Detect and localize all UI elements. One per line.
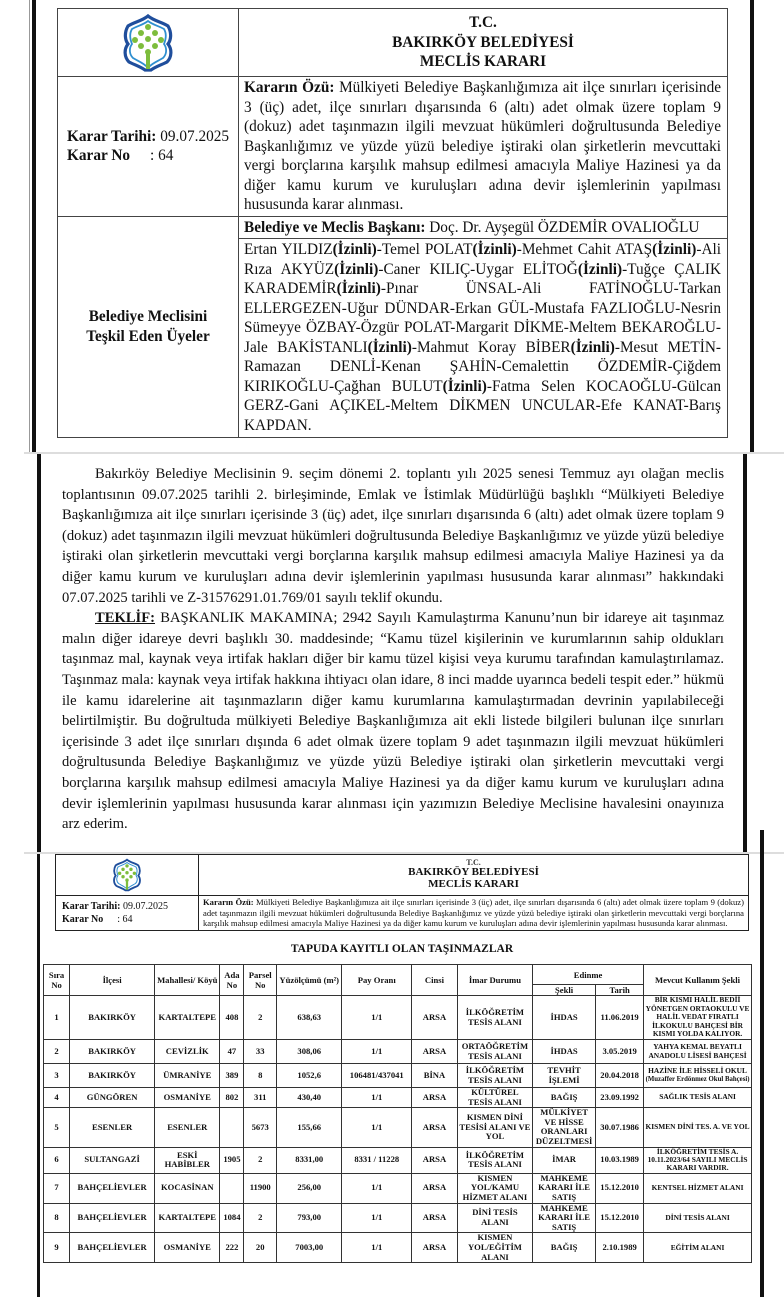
cell-sekli: BAĞIŞ [533, 1233, 596, 1263]
cell-pay: 1/1 [342, 996, 412, 1040]
member-name: Mehmet Cahit ATAŞ [521, 241, 653, 258]
cell-kullanim [644, 1203, 752, 1233]
annex-table-page [0, 852, 784, 1297]
cell-ada: 47 [220, 1040, 244, 1064]
cell-kullanim [644, 1147, 752, 1173]
cell-sekli: MÜLKİYET VE HİSSE ORANLARI DÜZELTMESİ [533, 1108, 596, 1147]
cell-ada: 389 [220, 1064, 244, 1088]
cell-ilce: BAKIRKÖY [70, 1040, 155, 1064]
member-name: Kenan ŞAHİN [380, 358, 497, 375]
cell-parsel: 20 [244, 1233, 277, 1263]
page-border-right [760, 830, 764, 1297]
cell-sekli: İHDAS [533, 1040, 596, 1064]
cell-sekli: İHDAS [533, 996, 596, 1040]
table-row [44, 1147, 752, 1173]
cell-parsel: 8 [244, 1064, 277, 1088]
kullanim-text: HAZİNE İLE HİSSELİ OKUL [648, 1066, 747, 1076]
cell-sekli: İMAR [533, 1147, 596, 1173]
cell-sira: 2 [44, 1040, 70, 1064]
member-name: Margarit DİKME [455, 319, 564, 336]
uyeler-label-line2: Teşkil Eden Üyeler [86, 327, 210, 345]
member-name: Efe KANAT [600, 397, 684, 414]
cell-ilce: BAKIRKÖY [70, 996, 155, 1040]
member-name: Tuğçe ÇALIK KARADEMİR [244, 260, 721, 297]
annex-municipality: BAKIRKÖY BELEDİYESİ [408, 866, 539, 878]
cell-cinsi: ARSA [412, 1173, 458, 1203]
kullanim-text: YAHYA KEMAL BEYATLI ANADOLU LİSESİ BAHÇESİ [648, 1042, 747, 1060]
cell-imar: KÜLTÜREL TESİS ALANI [457, 1088, 532, 1108]
annex-meta-cell [56, 896, 199, 931]
cell-ada: 1084 [220, 1203, 244, 1233]
cell-pay: 1/1 [342, 1173, 412, 1203]
municipality-logo-icon [110, 858, 144, 892]
decision-header-page [0, 0, 784, 452]
cell-tarih: 15.12.2010 [596, 1203, 644, 1233]
member-name: Tarkan ELLERGEZEN [244, 280, 721, 317]
member-name: Caner KILIÇ [383, 260, 471, 278]
member-name: Gani AÇIKEL [289, 397, 386, 414]
member-name: Fatma Selen KOCAOĞLU [491, 377, 672, 395]
col-sira-no: Sıra No [44, 965, 70, 996]
cell-cinsi: ARSA [412, 1108, 458, 1147]
member-izinli-badge: (İzinli) [570, 338, 615, 356]
cell-ilce: BAHÇELİEVLER [70, 1203, 155, 1233]
member-name: Ertan YILDIZ [244, 241, 333, 258]
col-yuzolcumu: Yüzölçümü (m²) [277, 965, 342, 996]
cell-yuzolcumu: 155,66 [277, 1108, 342, 1147]
member-name: Uygar ELİTOĞ [475, 260, 578, 278]
cell-yuzolcumu: 1052,6 [277, 1064, 342, 1088]
col-mevcut-kullanim: Mevcut Kullanım Şekli [644, 965, 752, 996]
cell-pay: 8331 / 11228 [342, 1147, 412, 1173]
members-cell: Ertan YILDIZ(İzinli)-Temel POLAT(İzinli)-Mehmet Cahit ATAŞ(İzinli)-Ali Rıza AKYÜZ(İzinli)-Caner KILIÇ-Uygar ELİTOĞ(İzinli)-Tuğçe ÇALIK KARADEMİR(İzinli)-Pınar ÜNSAL-Ali FATİNOĞLU-Tarkan ELLERGEZEN-Uğur DÜNDAR-Erkan GÜL-Mustafa FAZLIOĞLU-Nesrin Sümeyye ÖZBAY-Özgür POLAT-Margarit DİKME-Meltem BEKAROĞLU-Jale BAKİSTANLI(İzinli)-Mahmut Koray BİBER(İzinli)-Mesut METİN-Ramazan DENLİ-Kenan ŞAHİN-Cemalettin ÖZDEMİR-Çiğdem KIRIKOĞLU-Çağhan BULUT(İzinli)-Fatma Selen KOCAOĞLU-Gülcan GERZ-Gani AÇIKEL-Meltem DİKMEN UNCULAR-Efe KANAT-Barış KAPDAN. [239, 239, 728, 438]
cell-sira: 6 [44, 1147, 70, 1173]
header-title-cell [239, 9, 728, 77]
cell-mahalle: ESKİ HABİBLER [155, 1147, 220, 1173]
header-municipality: BAKIRKÖY BELEDİYESİ [392, 33, 574, 51]
cell-mahalle: OSMANİYE [155, 1233, 220, 1263]
member-izinli-badge: (İzinli) [367, 338, 412, 356]
cell-sekli: BAĞIŞ [533, 1088, 596, 1108]
karar-tarihi-label: Karar Tarihi: [67, 127, 157, 145]
member-izinli-badge: (İzinli) [442, 377, 487, 395]
col-imar-durumu: İmar Durumu [457, 965, 532, 996]
col-pay-orani: Pay Oranı [342, 965, 412, 996]
col-tarih: Tarih [596, 985, 644, 996]
uyeler-label-cell [58, 216, 239, 438]
cell-parsel: 5673 [244, 1108, 277, 1147]
annex-karar-no-label: Karar No [62, 913, 104, 925]
cell-pay: 1/1 [342, 1108, 412, 1147]
cell-mahalle: KARTALTEPE [155, 1203, 220, 1233]
col-mahalle: Mahallesi/ Köyü [155, 965, 220, 996]
annex-karar-no: : 64 [117, 913, 133, 925]
member-name: Mesut METİN [619, 338, 716, 356]
kullanim-text: EĞİTİM ALANI [670, 1242, 725, 1252]
header-tc: T.C. [469, 14, 497, 32]
member-name: Mustafa FAZLIOĞLU [534, 299, 676, 317]
cell-kullanim [644, 996, 752, 1040]
member-name: Jale BAKİSTANLI [244, 338, 368, 356]
cell-parsel: 2 [244, 996, 277, 1040]
karar-ozu-text: Mülkiyeti Belediye Başkanlığımıza ait ilçe sınırları içerisinde 3 (üç) adet, ilçe sınırları dışarısında 6 (altı) adet olmak üzere toplam 9 (dokuz) adet taşınmazın ilgili mevzuat hükümleri doğrultusunda Belediye Başkanlığımız ve yüzde yüzü belediye iştiraki olan şirketlerin mevcuttaki vergi borçlarına karşılık mahsup edilmesi amacıyla Maliye Hazinesi ya da diğer kamu kurum ve kuruluşları adına devir işlemlerinin yapılması hususunda karar alınması. [244, 79, 722, 213]
member-name: Nesrin Sümeyye ÖZBAY [244, 299, 721, 336]
col-ada-no: Ada No [220, 965, 244, 996]
member-izinli-badge: (İzinli) [577, 260, 623, 278]
annex-doc-type: MECLİS KARARI [428, 878, 519, 890]
karar-tarihi-value: 09.07.2025 [160, 127, 230, 145]
cell-mahalle: OSMANİYE [155, 1088, 220, 1108]
baskan-name: Doç. Dr. Ayşegül ÖZDEMİR OVALIOĞLU [429, 218, 700, 236]
cell-ilce: SULTANGAZİ [70, 1147, 155, 1173]
annex-header-table [55, 854, 749, 931]
member-name: Uğur DÜNDAR [346, 299, 450, 317]
cell-imar: İLKÖĞRETİM TESİS ALANI [457, 1147, 532, 1173]
cell-pay: 106481/437041 [342, 1064, 412, 1088]
kullanim-text: DİNİ TESİS ALANI [665, 1212, 730, 1222]
member-name: Pınar ÜNSAL [385, 280, 517, 297]
cell-parsel: 311 [244, 1088, 277, 1108]
cell-ilce: BAKIRKÖY [70, 1064, 155, 1088]
cell-ada: 408 [220, 996, 244, 1040]
cell-yuzolcumu: 8331,00 [277, 1147, 342, 1173]
cell-mahalle: CEVİZLİK [155, 1040, 220, 1064]
cell-imar: KISMEN DİNİ TESİSİ ALANI VE YOL [457, 1108, 532, 1147]
cell-imar: İLKÖĞRETİM TESİS ALANI [457, 1064, 532, 1088]
cell-cinsi: ARSA [412, 996, 458, 1040]
cell-imar: DİNİ TESİS ALANI [457, 1203, 532, 1233]
cell-pay: 1/1 [342, 1088, 412, 1108]
table-row [44, 1088, 752, 1108]
logo-cell [58, 9, 239, 77]
cell-yuzolcumu: 7003,00 [277, 1233, 342, 1263]
annex-title-cell [199, 855, 749, 896]
table-title: TAPUDA KAYITLI OLAN TAŞINMAZLAR [290, 943, 514, 955]
cell-kullanim [644, 1108, 752, 1147]
cell-ada: 1905 [220, 1147, 244, 1173]
cell-ilce: BAHÇELİEVLER [70, 1173, 155, 1203]
body-paragraph-2 [62, 608, 724, 835]
cell-ilce: ESENLER [70, 1108, 155, 1147]
member-name: Ramazan DENLİ [244, 358, 376, 375]
member-name: Gülcan GERZ [244, 377, 721, 414]
table-row [44, 1173, 752, 1203]
cell-tarih: 23.09.1992 [596, 1088, 644, 1108]
cell-pay: 1/1 [342, 1040, 412, 1064]
member-name: Çiğdem KIRIKOĞLU [244, 358, 722, 395]
member-izinli-badge: (İzinli) [336, 280, 381, 297]
cell-mahalle: ESENLER [155, 1108, 220, 1147]
cell-kullanim [644, 1064, 752, 1088]
cell-sira: 8 [44, 1203, 70, 1233]
property-table [43, 964, 752, 1263]
kullanim-text: SAĞLIK TESİS ALANI [659, 1092, 736, 1102]
annex-ozu-cell [199, 896, 749, 931]
cell-sira: 4 [44, 1088, 70, 1108]
col-parsel-no: Parsel No [244, 965, 277, 996]
cell-ada: 222 [220, 1233, 244, 1263]
cell-imar: ORTAÖĞRETİM TESİS ALANI [457, 1040, 532, 1064]
cell-tarih: 15.12.2010 [596, 1173, 644, 1203]
table-row [44, 1233, 752, 1263]
cell-cinsi: ARSA [412, 1040, 458, 1064]
cell-tarih: 10.03.1989 [596, 1147, 644, 1173]
cell-imar: KISMEN YOL/KAMU HİZMET ALANI [457, 1173, 532, 1203]
kullanim-text: KISMEN DİNİ TES. A. VE YOL [645, 1122, 750, 1132]
member-name: Ali Rıza AKYÜZ [244, 241, 722, 278]
page-border-left-thin [29, 0, 30, 452]
cell-sekli: MAHKEME KARARI İLE SATIŞ [533, 1203, 596, 1233]
page-separator [24, 452, 784, 454]
decision-header-table [57, 8, 728, 438]
cell-tarih: 3.05.2019 [596, 1040, 644, 1064]
cell-cinsi: ARSA [412, 1233, 458, 1263]
member-name: Özgür POLAT [360, 319, 451, 336]
cell-ilce: BAHÇELİEVLER [70, 1233, 155, 1263]
cell-parsel: 2 [244, 1147, 277, 1173]
cell-tarih: 20.04.2018 [596, 1064, 644, 1088]
col-cinsi: Cinsi [412, 965, 458, 996]
col-sekli: Şekli [533, 985, 596, 996]
karar-no-value: : 64 [150, 147, 174, 165]
cell-kullanim [644, 1173, 752, 1203]
cell-sira: 9 [44, 1233, 70, 1263]
cell-ada: 802 [220, 1088, 244, 1108]
cell-ilce: GÜNGÖREN [70, 1088, 155, 1108]
cell-sira: 7 [44, 1173, 70, 1203]
cell-sekli: TEVHİT İŞLEMİ [533, 1064, 596, 1088]
municipality-logo-icon [118, 13, 178, 73]
member-name: Meltem DİKMEN UNCULAR [390, 397, 596, 414]
body-paragraph-1: Bakırköy Belediye Meclisinin 9. seçim dönemi 2. toplantı yılı 2025 senesi Temmuz ayı olağan meclis toplantısının 09.07.2025 tarihli 2. birleşiminde, Emlak ve İstimlak Müdürlüğü başlıklı “Mülkiyeti Belediye Başkanlığımıza ait ilçe sınırları içerisinde 3 (üç) adet, ilçe sınırları dışarısında 6 (altı) adet olmak üzere toplam 9 (dokuz) adet taşınmazın ilgili mevzuat hükümleri doğrultusunda Belediye Başkanlığımız ve yüzde yüzü belediye iştiraki olan şirketlerin mevcuttaki vergi borçlarına karşılık mahsup edilmesi amacıyla Maliye Hazinesi ya da diğer kamu kurum ve kuruluşları adına devir işlemlerinin yapılması hususunda karar alınması” hakkındaki 07.07.2025 tarihli ve Z-31576291.01.769/01 sayılı teklif okundu. [62, 466, 724, 606]
member-name: Ali FATİNOĞLU [521, 280, 674, 297]
page-border-right [743, 454, 747, 852]
member-name: Temel POLAT [381, 241, 473, 258]
uyeler-label-line1: Belediye Meclisini [88, 308, 208, 326]
kullanim-note: (Muzaffer Erdönmez Okul Bahçesi) [645, 1075, 750, 1083]
table-row [44, 1108, 752, 1147]
cell-mahalle: ÜMRANİYE [155, 1064, 220, 1088]
cell-sira: 3 [44, 1064, 70, 1088]
page-border-right [750, 0, 754, 452]
cell-kullanim [644, 1040, 752, 1064]
cell-tarih: 30.07.1986 [596, 1108, 644, 1147]
cell-tarih: 2.10.1989 [596, 1233, 644, 1263]
annex-logo-cell [56, 855, 199, 896]
table-row [44, 996, 752, 1040]
annex-tc: T.C. [466, 858, 481, 867]
member-name: Cemalettin ÖZDEMİR [501, 358, 668, 375]
member-name: Erkan GÜL [454, 299, 530, 317]
table-row [44, 1203, 752, 1233]
annex-karar-tarihi-label: Karar Tarihi: [62, 900, 121, 912]
cell-yuzolcumu: 256,00 [277, 1173, 342, 1203]
member-izinli-badge: (İzinli) [334, 260, 379, 278]
cell-mahalle: KOCASİNAN [155, 1173, 220, 1203]
karar-ozu-cell [239, 77, 728, 217]
header-doc-type: MECLİS KARARI [419, 53, 547, 71]
cell-yuzolcumu: 430,40 [277, 1088, 342, 1108]
kullanim-text: BİR KISMI HALİL BEDİİ YÖNETGEN ORTAOKULU VE HALİL VEDAT FIRATLI İLKOKULU BAHÇESİ BİR KISMI YOLDA KALIYOR. [645, 995, 750, 1039]
karar-ozu-label: Kararın Özü: [244, 79, 335, 96]
baskan-cell [239, 216, 728, 239]
member-izinli-badge: (İzinli) [652, 241, 697, 258]
col-ilcesi: İlçesi [70, 965, 155, 996]
decision-meta-cell [58, 77, 239, 217]
page-border-left [37, 854, 40, 1297]
cell-sekli: MAHKEME KARARI İLE SATIŞ [533, 1173, 596, 1203]
page-border-left [37, 454, 41, 852]
cell-yuzolcumu: 638,63 [277, 996, 342, 1040]
member-name: Mahmut Koray BİBER [416, 338, 571, 356]
cell-sira: 1 [44, 996, 70, 1040]
page-border-left [32, 0, 36, 452]
cell-cinsi: BİNA [412, 1064, 458, 1088]
table-row [44, 1040, 752, 1064]
member-name: Meltem BEKAROĞLU [568, 319, 716, 336]
cell-imar: KISMEN YOL/EĞİTİM ALANI [457, 1233, 532, 1263]
member-name: Çağhan BULUT [334, 377, 443, 395]
karar-no-label: Karar No [67, 147, 131, 165]
annex-karar-tarihi: 09.07.2025 [122, 900, 168, 912]
member-izinli-badge: (İzinli) [472, 241, 517, 258]
cell-pay: 1/1 [342, 1203, 412, 1233]
member-name: Barış KAPDAN [244, 397, 721, 434]
cell-imar: İLKÖĞRETİM TESİS ALANI [457, 996, 532, 1040]
teklif-label: TEKLİF: [95, 610, 156, 627]
member-izinli-badge: (İzinli) [332, 241, 377, 258]
cell-mahalle: KARTALTEPE [155, 996, 220, 1040]
kullanim-text: İLKÖĞRETİM TESİS A. 10.11.2023/64 SAYILI MECLİS KARARI VARDIR. [647, 1146, 748, 1173]
kullanim-text: KENTSEL HİZMET ALANI [651, 1182, 744, 1192]
annex-ozu-text: Mülkiyeti Belediye Başkanlığımıza ait ilçe sınırları içerisinde 3 (üç) adet, ilçe sınırları dışarısında 6 (altı) adet olmak üzere toplam 9 (dokuz) adet taşınmazın ilgili mevzuat hükümleri doğrultusunda Belediye Başkanlığımız ve yüzde yüzü belediye iştiraki olan şirketlerin mevcuttaki vergi borçlarına karşılık mahsup edilmesi amacıyla Maliye Hazinesi ya da diğer kamu kurum ve kuruluşları adına devir işlemlerinin yapılması hususunda karar alınması. [203, 897, 744, 928]
cell-sira: 5 [44, 1108, 70, 1147]
cell-cinsi: ARSA [412, 1147, 458, 1173]
annex-ozu-label: Kararın Özü: [203, 897, 254, 907]
cell-parsel: 11900 [244, 1173, 277, 1203]
cell-ada [220, 1108, 244, 1147]
cell-kullanim [644, 1233, 752, 1263]
cell-tarih: 11.06.2019 [596, 996, 644, 1040]
cell-yuzolcumu: 793,00 [277, 1203, 342, 1233]
col-edinme: Edinme [533, 965, 644, 985]
cell-parsel: 33 [244, 1040, 277, 1064]
decision-body-text [62, 464, 724, 835]
teklif-text: BAŞKANLIK MAKAMINA; 2942 Sayılı Kamulaştırma Kanunu’nun bir idareye ait taşınmaz malın diğer idareye devri başlıklı 30. maddesinde; “Kamu tüzel kişilerinin ve kurumlarının sahip oldukları taşınmaz mal, kaynak veya irtifak hakları diğer bir kamu tüzel kişisi veya kurumu tarafından kamulaştırılamaz. Taşınmaz mala: kaynak veya irtifak hakkına ihtiyacı olan idare, 8 inci madde uyarınca bedeli tespit eder.” hükmü ile kamu idarelerine ait taşınmazların diğer kamu kurumlarına kamulaştırmadan devrinin yapılabileceği belirtilmiştir. Bu doğrultuda mülkiyeti Belediye Başkanlığımıza ait ekli listede bilgileri bulunan ilçe sınırları içerisinde 3 adet ilçe sınırları dışında 6 adet olmak üzere toplam 9 adet taşınmazın ilgili mevzuat hükümleri doğrultusunda Belediye Başkanlığımız ve yüzde yüzü Belediye iştiraki olan şirketlerin mevcuttaki vergi borçlarına karşılık mahsup edilmesi amacıyla Maliye Hazinesi ya da diğer kamu kurum ve kuruluşları adına devir işlemlerinin yapılması hususunda karar alınması için yazımızın Belediye Meclisine havalesini onayınıza arz ederim. [62, 610, 724, 833]
cell-parsel: 2 [244, 1203, 277, 1233]
cell-pay: 1/1 [342, 1233, 412, 1263]
cell-kullanim [644, 1088, 752, 1108]
baskan-label: Belediye ve Meclis Başkanı: [244, 218, 426, 236]
decision-body-page [0, 452, 784, 852]
cell-ada [220, 1173, 244, 1203]
table-row [44, 1064, 752, 1088]
cell-yuzolcumu: 308,06 [277, 1040, 342, 1064]
cell-cinsi: ARSA [412, 1203, 458, 1233]
cell-cinsi: ARSA [412, 1088, 458, 1108]
